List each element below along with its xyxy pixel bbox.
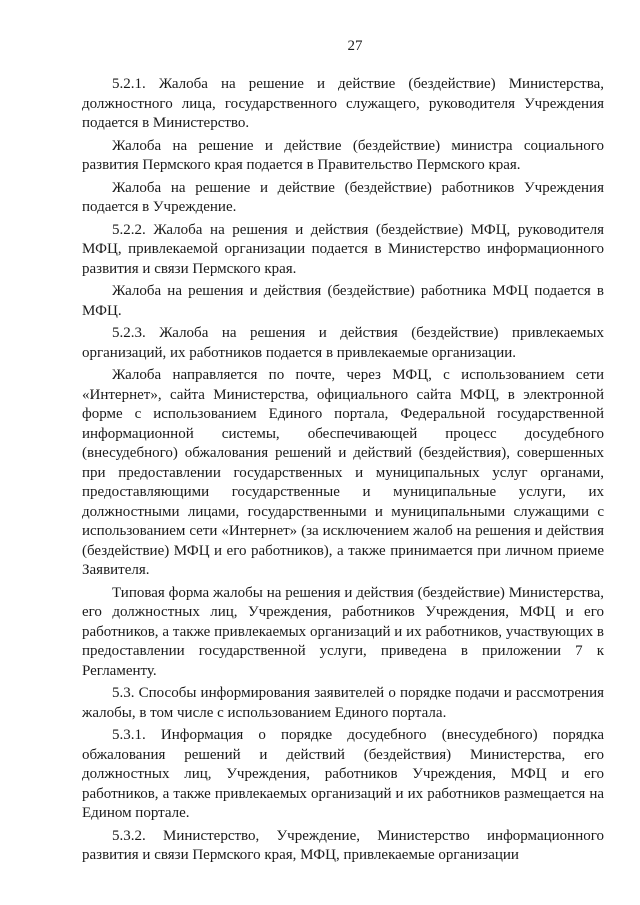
paragraph-submission-methods: Жалоба направляется по почте, через МФЦ, с использованием сети «Интернет», сайта Министерства, официального сайта МФЦ, в электронной форме с использованием Единого портала, Федеральной государственной информационной системы, обеспечивающей процесс досудебного (внесудебного) обжалования решений и действий (бездействия), совершенных при предоставлении государственных и муниципальных услуг органами, предоставляющими государственные и муниципальные услуги, их должностными лицами, государственными и муниципальными служащими с использованием сети «Интернет» (за исключением жалоб на решения и действия (бездействие) МФЦ и его работников), а также принимается при личном приеме Заявителя.: [82, 367, 604, 578]
paragraph-mfc-worker-complaint: Жалоба на решения и действия (бездействие) работника МФЦ подается в МФЦ.: [82, 283, 604, 319]
paragraph-5-3-1: 5.3.1. Информация о порядке досудебного (внесудебного) порядка обжалования решений и действий (бездействия) Министерства, его должностных лиц, Учреждения, работников Учреждения, МФЦ и его работников, а также привлекаемых организаций и их работников размещается на Едином портале.: [82, 727, 604, 821]
paragraph-5-2-2: 5.2.2. Жалоба на решения и действия (бездействие) МФЦ, руководителя МФЦ, привлекаемой организации подается в Министерство информационного развития и связи Пермского края.: [82, 221, 604, 277]
paragraph-minister-complaint: Жалоба на решение и действие (бездействие) министра социального развития Пермского края подается в Правительство Пермского края.: [82, 137, 604, 173]
paragraph-institution-complaint: Жалоба на решение и действие (бездействие) работников Учреждения подается в Учреждение.: [82, 179, 604, 215]
paragraph-5-2-1: 5.2.1. Жалоба на решение и действие (бездействие) Министерства, должностного лица, государственного служащего, руководителя Учреждения подается в Министерство.: [82, 76, 604, 131]
paragraph-5-2-3: 5.2.3. Жалоба на решения и действия (бездействие) привлекаемых организаций, их работников подается в привлекаемые организации.: [82, 325, 604, 361]
paragraph-5-3-2: 5.3.2. Министерство, Учреждение, Министерство информационного развития и связи Пермского края, МФЦ, привлекаемые организации: [82, 827, 604, 863]
paragraph-standard-form: Типовая форма жалобы на решения и действия (бездействие) Министерства, его должностных лиц, Учреждения, работников Учреждения, МФЦ и его работников, а также привлекаемых организаций и их работников, участвующих в предоставлении государственной услуги, приведена в приложении 7 к Регламенту.: [82, 584, 604, 679]
paragraph-5-3: 5.3. Способы информирования заявителей о порядке подачи и рассмотрения жалобы, в том числе с использованием Единого портала.: [82, 685, 604, 721]
page-number: 27: [347, 38, 363, 54]
